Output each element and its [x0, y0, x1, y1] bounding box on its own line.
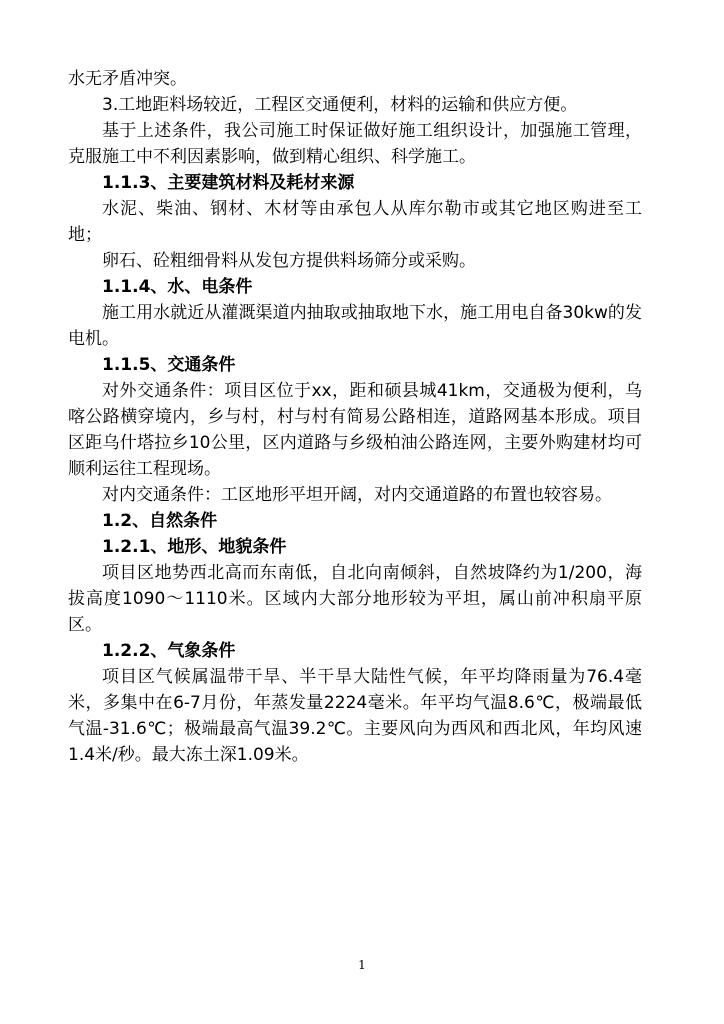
- paragraph: 卵石、砼粗细骨料从发包方提供料场筛分或采购。: [102, 251, 476, 271]
- page-number: 1: [358, 958, 366, 972]
- section-heading: 1.1.5、交通条件: [102, 355, 236, 375]
- paragraph: 3.工地距料场较近，工程区交通便利，材料的运输和供应方便。: [102, 95, 578, 115]
- section-heading: 1.2.2、气象条件: [102, 641, 236, 661]
- section-heading: 1.2.1、地形、地貌条件: [102, 537, 287, 557]
- paragraph: 水无矛盾冲突。: [68, 69, 187, 89]
- paragraph: 基于上述条件，我公司施工时保证做好施工组织设计，加强施工管理，克服施工中不利因素影响，做到精心组织、科学施工。: [68, 121, 642, 167]
- paragraph: 项目区地势西北高而东南低，自北向南倾斜，自然坡降约为1/200，海拔高度1090～1110米。区域内大部分地形较为平坦，属山前冲积扇平原区。: [68, 563, 642, 635]
- section-heading: 1.1.4、水、电条件: [102, 277, 253, 297]
- paragraph: 水泥、柴油、钢材、木材等由承包人从库尔勒市或其它地区购进至工地；: [68, 199, 642, 245]
- paragraph: 对内交通条件：工区地形平坦开阔，对内交通道路的布置也较容易。: [102, 485, 612, 505]
- paragraph: 施工用水就近从灌溉渠道内抽取或抽取地下水，施工用电自备30kw的发电机。: [68, 303, 642, 349]
- paragraph: 项目区气候属温带干旱、半干旱大陆性气候，年平均降雨量为76.4毫米，多集中在6-7月份，年蒸发量2224毫米。年平均气温8.6℃，极端最低气温-31.6℃；极端最高气温39.2℃。主要风向为西风和西北风，年均风速1.4米/秒。最大冻土深1.09米。: [68, 667, 642, 765]
- paragraph: 对外交通条件：项目区位于xx，距和硕县城41km，交通极为便利，乌喀公路横穿境内，乡与村，村与村有简易公路相连，道路网基本形成。项目区距乌什塔拉乡10公里，区内道路与乡级柏油公路连网，主要外购建材均可顺利运往工程现场。: [68, 381, 642, 479]
- section-heading: 1.2、自然条件: [102, 511, 218, 531]
- document-body: [68, 66, 642, 768]
- section-heading: 1.1.3、主要建筑材料及耗材来源: [102, 173, 355, 193]
